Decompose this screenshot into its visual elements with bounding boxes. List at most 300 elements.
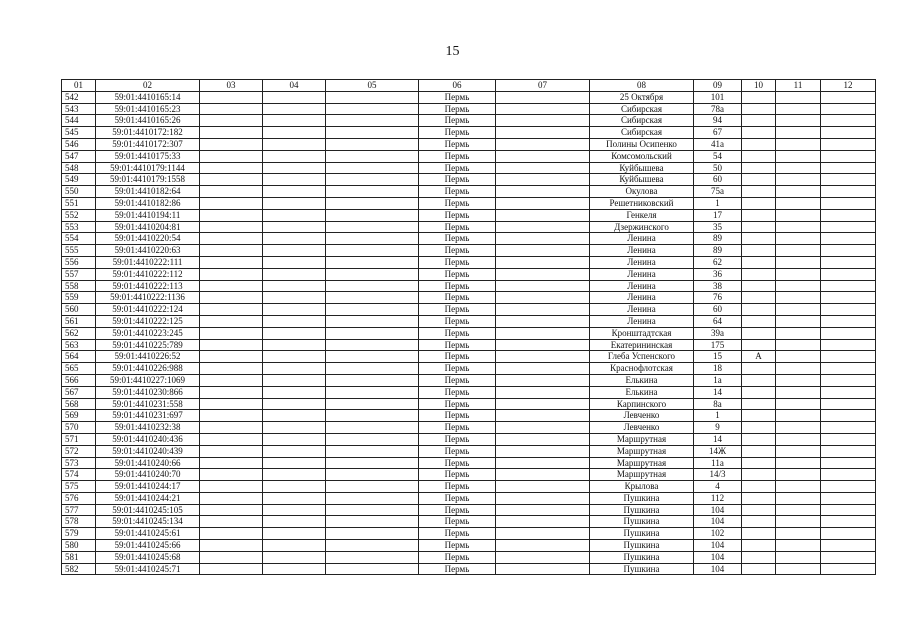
table-cell-col-03 — [200, 233, 263, 245]
table-cell-col-05 — [326, 433, 419, 445]
table-cell-col-12 — [821, 162, 876, 174]
table-cell-col-02: 59:01:4410175:33 — [96, 150, 200, 162]
column-header-04: 04 — [263, 80, 326, 92]
table-cell-col-02: 59:01:4410245:66 — [96, 540, 200, 552]
table-cell-col-07 — [496, 469, 590, 481]
table-cell-col-05 — [326, 551, 419, 563]
table-cell-col-04 — [263, 481, 326, 493]
table-cell-col-03 — [200, 115, 263, 127]
table-cell-col-04 — [263, 292, 326, 304]
table-cell-col-09: 104 — [694, 563, 742, 575]
table-cell-col-01: 571 — [62, 433, 96, 445]
table-cell-col-08: 25 Октября — [590, 91, 694, 103]
table-cell-col-05 — [326, 115, 419, 127]
table-cell-col-04 — [263, 563, 326, 575]
table-cell-col-01: 562 — [62, 327, 96, 339]
table-row — [62, 327, 876, 339]
table-cell-col-02: 59:01:4410245:71 — [96, 563, 200, 575]
table-cell-col-08: Екатерининская — [590, 339, 694, 351]
table-cell-col-11 — [776, 186, 821, 198]
table-cell-col-08: Пушкина — [590, 540, 694, 552]
table-cell-col-12 — [821, 339, 876, 351]
table-cell-col-07 — [496, 551, 590, 563]
table-cell-col-06: Пермь — [419, 115, 496, 127]
table-cell-col-08: Окулова — [590, 186, 694, 198]
table-cell-col-02: 59:01:4410244:21 — [96, 492, 200, 504]
table-cell-col-01: 551 — [62, 197, 96, 209]
table-cell-col-04 — [263, 410, 326, 422]
table-cell-col-05 — [326, 91, 419, 103]
table-cell-col-11 — [776, 103, 821, 115]
table-cell-col-05 — [326, 186, 419, 198]
table-cell-col-06: Пермь — [419, 138, 496, 150]
table-row — [62, 256, 876, 268]
table-row — [62, 221, 876, 233]
table-cell-col-11 — [776, 233, 821, 245]
table-cell-col-05 — [326, 150, 419, 162]
table-cell-col-08: Елькина — [590, 374, 694, 386]
table-cell-col-02: 59:01:4410179:1558 — [96, 174, 200, 186]
table-cell-col-09: 36 — [694, 268, 742, 280]
table-cell-col-05 — [326, 315, 419, 327]
table-cell-col-09: 14/3 — [694, 469, 742, 481]
table-cell-col-04 — [263, 315, 326, 327]
table-cell-col-10 — [742, 91, 776, 103]
table-cell-col-02: 59:01:4410245:105 — [96, 504, 200, 516]
table-cell-col-04 — [263, 150, 326, 162]
table-cell-col-07 — [496, 327, 590, 339]
table-cell-col-12 — [821, 150, 876, 162]
table-cell-col-05 — [326, 197, 419, 209]
table-cell-col-08: Маршрутная — [590, 445, 694, 457]
table-cell-col-04 — [263, 221, 326, 233]
table-row — [62, 186, 876, 198]
table-cell-col-09: 175 — [694, 339, 742, 351]
table-cell-col-07 — [496, 186, 590, 198]
table-cell-col-05 — [326, 138, 419, 150]
table-cell-col-02: 59:01:4410172:182 — [96, 127, 200, 139]
table-cell-col-09: 60 — [694, 304, 742, 316]
table-cell-col-02: 59:01:4410226:988 — [96, 363, 200, 375]
table-cell-col-04 — [263, 528, 326, 540]
table-row — [62, 540, 876, 552]
table-cell-col-12 — [821, 268, 876, 280]
table-cell-col-07 — [496, 315, 590, 327]
table-cell-col-08: Генкеля — [590, 209, 694, 221]
table-cell-col-09: 1 — [694, 197, 742, 209]
table-cell-col-04 — [263, 422, 326, 434]
table-cell-col-11 — [776, 374, 821, 386]
table-cell-col-10 — [742, 209, 776, 221]
table-cell-col-08: Маршрутная — [590, 433, 694, 445]
table-cell-col-12 — [821, 374, 876, 386]
table-row — [62, 504, 876, 516]
table-cell-col-09: 102 — [694, 528, 742, 540]
table-cell-col-07 — [496, 115, 590, 127]
table-cell-col-10 — [742, 504, 776, 516]
column-header-07: 07 — [496, 80, 590, 92]
table-cell-col-11 — [776, 422, 821, 434]
table-cell-col-12 — [821, 174, 876, 186]
table-row — [62, 91, 876, 103]
table-row — [62, 433, 876, 445]
table-cell-col-02: 59:01:4410226:52 — [96, 351, 200, 363]
table-cell-col-06: Пермь — [419, 492, 496, 504]
table-cell-col-11 — [776, 363, 821, 375]
table-cell-col-05 — [326, 481, 419, 493]
table-cell-col-11 — [776, 91, 821, 103]
table-cell-col-09: 11а — [694, 457, 742, 469]
table-row — [62, 174, 876, 186]
table-row — [62, 292, 876, 304]
table-cell-col-12 — [821, 315, 876, 327]
table-cell-col-06: Пермь — [419, 504, 496, 516]
table-cell-col-11 — [776, 315, 821, 327]
table-cell-col-05 — [326, 256, 419, 268]
table-cell-col-06: Пермь — [419, 327, 496, 339]
table-cell-col-01: 573 — [62, 457, 96, 469]
table-cell-col-07 — [496, 445, 590, 457]
table-cell-col-07 — [496, 481, 590, 493]
table-cell-col-07 — [496, 138, 590, 150]
table-cell-col-02: 59:01:4410222:1136 — [96, 292, 200, 304]
table-cell-col-11 — [776, 528, 821, 540]
table-cell-col-12 — [821, 386, 876, 398]
table-row — [62, 233, 876, 245]
table-row — [62, 398, 876, 410]
table-row — [62, 304, 876, 316]
table-cell-col-10 — [742, 469, 776, 481]
table-cell-col-06: Пермь — [419, 457, 496, 469]
table-cell-col-07 — [496, 245, 590, 257]
table-cell-col-11 — [776, 127, 821, 139]
table-cell-col-08: Ленина — [590, 315, 694, 327]
table-cell-col-07 — [496, 540, 590, 552]
table-cell-col-04 — [263, 398, 326, 410]
table-row — [62, 422, 876, 434]
table-cell-col-11 — [776, 540, 821, 552]
table-cell-col-02: 59:01:4410165:26 — [96, 115, 200, 127]
table-cell-col-07 — [496, 398, 590, 410]
table-cell-col-05 — [326, 410, 419, 422]
table-cell-col-10 — [742, 386, 776, 398]
table-cell-col-06: Пермь — [419, 398, 496, 410]
table-cell-col-09: 54 — [694, 150, 742, 162]
table-cell-col-02: 59:01:4410222:125 — [96, 315, 200, 327]
table-cell-col-01: 552 — [62, 209, 96, 221]
table-cell-col-04 — [263, 280, 326, 292]
table-cell-col-01: 581 — [62, 551, 96, 563]
table-cell-col-07 — [496, 433, 590, 445]
table-row — [62, 469, 876, 481]
table-cell-col-03 — [200, 327, 263, 339]
table-cell-col-11 — [776, 492, 821, 504]
table-cell-col-06: Пермь — [419, 374, 496, 386]
table-cell-col-04 — [263, 256, 326, 268]
table-cell-col-08: Ленина — [590, 256, 694, 268]
table-cell-col-07 — [496, 162, 590, 174]
table-cell-col-11 — [776, 481, 821, 493]
table-row — [62, 445, 876, 457]
table-cell-col-03 — [200, 280, 263, 292]
table-cell-col-08: Пушкина — [590, 504, 694, 516]
table-cell-col-01: 567 — [62, 386, 96, 398]
table-cell-col-08: Левченко — [590, 410, 694, 422]
table-cell-col-07 — [496, 127, 590, 139]
table-cell-col-12 — [821, 209, 876, 221]
table-cell-col-10 — [742, 327, 776, 339]
table-cell-col-02: 59:01:4410231:558 — [96, 398, 200, 410]
page-number: 15 — [445, 44, 460, 59]
table-cell-col-02: 59:01:4410245:134 — [96, 516, 200, 528]
table-row — [62, 268, 876, 280]
table-cell-col-01: 582 — [62, 563, 96, 575]
table-cell-col-01: 570 — [62, 422, 96, 434]
table-row — [62, 315, 876, 327]
table-cell-col-10 — [742, 374, 776, 386]
table-cell-col-05 — [326, 528, 419, 540]
table-cell-col-10 — [742, 339, 776, 351]
table-cell-col-02: 59:01:4410222:124 — [96, 304, 200, 316]
table-cell-col-03 — [200, 363, 263, 375]
table-cell-col-04 — [263, 433, 326, 445]
column-header-09: 09 — [694, 80, 742, 92]
table-cell-col-12 — [821, 540, 876, 552]
table-cell-col-11 — [776, 221, 821, 233]
table-cell-col-09: 14 — [694, 386, 742, 398]
table-cell-col-03 — [200, 504, 263, 516]
table-cell-col-07 — [496, 386, 590, 398]
table-row — [62, 162, 876, 174]
table-cell-col-06: Пермь — [419, 221, 496, 233]
table-cell-col-04 — [263, 492, 326, 504]
table-cell-col-06: Пермь — [419, 563, 496, 575]
table-cell-col-04 — [263, 351, 326, 363]
table-cell-col-09: 64 — [694, 315, 742, 327]
table-cell-col-09: 104 — [694, 551, 742, 563]
table-cell-col-08: Глеба Успенского — [590, 351, 694, 363]
table-cell-col-10 — [742, 516, 776, 528]
table-cell-col-03 — [200, 197, 263, 209]
table-row — [62, 150, 876, 162]
table-cell-col-03 — [200, 386, 263, 398]
table-cell-col-02: 59:01:4410223:245 — [96, 327, 200, 339]
table-cell-col-08: Пушкина — [590, 516, 694, 528]
table-cell-col-11 — [776, 563, 821, 575]
table-cell-col-11 — [776, 268, 821, 280]
table-cell-col-05 — [326, 504, 419, 516]
registry-table — [61, 79, 876, 575]
table-cell-col-03 — [200, 245, 263, 257]
table-row — [62, 280, 876, 292]
table-cell-col-06: Пермь — [419, 91, 496, 103]
table-cell-col-05 — [326, 374, 419, 386]
table-cell-col-03 — [200, 268, 263, 280]
table-cell-col-03 — [200, 374, 263, 386]
table-cell-col-01: 546 — [62, 138, 96, 150]
table-cell-col-04 — [263, 115, 326, 127]
table-cell-col-05 — [326, 292, 419, 304]
table-cell-col-11 — [776, 209, 821, 221]
table-cell-col-12 — [821, 256, 876, 268]
table-cell-col-09: 35 — [694, 221, 742, 233]
table-cell-col-03 — [200, 174, 263, 186]
table-cell-col-11 — [776, 162, 821, 174]
table-cell-col-10 — [742, 292, 776, 304]
table-cell-col-05 — [326, 339, 419, 351]
table-cell-col-05 — [326, 233, 419, 245]
table-cell-col-06: Пермь — [419, 233, 496, 245]
table-cell-col-10 — [742, 174, 776, 186]
table-cell-col-06: Пермь — [419, 540, 496, 552]
table-cell-col-03 — [200, 103, 263, 115]
table-cell-col-04 — [263, 551, 326, 563]
table-cell-col-02: 59:01:4410222:111 — [96, 256, 200, 268]
table-cell-col-02: 59:01:4410165:23 — [96, 103, 200, 115]
table-cell-col-03 — [200, 398, 263, 410]
header-row — [62, 80, 876, 92]
table-cell-col-10 — [742, 481, 776, 493]
table-cell-col-12 — [821, 127, 876, 139]
table-cell-col-11 — [776, 445, 821, 457]
table-cell-col-09: 60 — [694, 174, 742, 186]
table-row — [62, 339, 876, 351]
table-cell-col-05 — [326, 103, 419, 115]
table-cell-col-01: 564 — [62, 351, 96, 363]
table-cell-col-02: 59:01:4410227:1069 — [96, 374, 200, 386]
table-cell-col-08: Маршрутная — [590, 469, 694, 481]
table-cell-col-06: Пермь — [419, 469, 496, 481]
table-cell-col-11 — [776, 386, 821, 398]
table-cell-col-10 — [742, 221, 776, 233]
table-cell-col-11 — [776, 256, 821, 268]
table-cell-col-12 — [821, 469, 876, 481]
table-row — [62, 197, 876, 209]
table-cell-col-05 — [326, 209, 419, 221]
column-header-02: 02 — [96, 80, 200, 92]
table-cell-col-03 — [200, 433, 263, 445]
table-cell-col-02: 59:01:4410231:697 — [96, 410, 200, 422]
table-cell-col-09: 104 — [694, 504, 742, 516]
table-cell-col-07 — [496, 351, 590, 363]
table-cell-col-12 — [821, 327, 876, 339]
table-cell-col-08: Куйбышева — [590, 162, 694, 174]
table-cell-col-06: Пермь — [419, 304, 496, 316]
table-cell-col-12 — [821, 91, 876, 103]
table-cell-col-05 — [326, 540, 419, 552]
table-cell-col-12 — [821, 103, 876, 115]
table-cell-col-08: Крылова — [590, 481, 694, 493]
table-cell-col-03 — [200, 315, 263, 327]
table-cell-col-08: Маршрутная — [590, 457, 694, 469]
table-cell-col-07 — [496, 374, 590, 386]
table-cell-col-03 — [200, 138, 263, 150]
table-cell-col-10 — [742, 398, 776, 410]
table-cell-col-07 — [496, 528, 590, 540]
table-cell-col-10 — [742, 540, 776, 552]
table-cell-col-05 — [326, 174, 419, 186]
table-cell-col-04 — [263, 504, 326, 516]
table-row — [62, 245, 876, 257]
table-cell-col-07 — [496, 103, 590, 115]
table-cell-col-09: 112 — [694, 492, 742, 504]
table-cell-col-09: 4 — [694, 481, 742, 493]
table-cell-col-04 — [263, 516, 326, 528]
table-cell-col-06: Пермь — [419, 433, 496, 445]
table-cell-col-01: 559 — [62, 292, 96, 304]
table-cell-col-04 — [263, 174, 326, 186]
table-cell-col-07 — [496, 209, 590, 221]
table-cell-col-06: Пермь — [419, 410, 496, 422]
table-cell-col-10 — [742, 127, 776, 139]
table-cell-col-06: Пермь — [419, 150, 496, 162]
table-cell-col-11 — [776, 351, 821, 363]
table-cell-col-06: Пермь — [419, 516, 496, 528]
table-cell-col-06: Пермь — [419, 528, 496, 540]
table-cell-col-11 — [776, 245, 821, 257]
table-cell-col-03 — [200, 256, 263, 268]
table-cell-col-09: 104 — [694, 516, 742, 528]
column-header-10: 10 — [742, 80, 776, 92]
table-cell-col-08: Ленина — [590, 292, 694, 304]
table-cell-col-03 — [200, 186, 263, 198]
table-cell-col-08: Решетниковский — [590, 197, 694, 209]
column-header-12: 12 — [821, 80, 876, 92]
table-cell-col-05 — [326, 386, 419, 398]
table-cell-col-10: А — [742, 351, 776, 363]
table-row — [62, 351, 876, 363]
table-cell-col-10 — [742, 551, 776, 563]
table-cell-col-10 — [742, 150, 776, 162]
table-cell-col-12 — [821, 422, 876, 434]
table-cell-col-07 — [496, 457, 590, 469]
table-cell-col-09: 78а — [694, 103, 742, 115]
table-cell-col-04 — [263, 162, 326, 174]
table-cell-col-02: 59:01:4410204:81 — [96, 221, 200, 233]
table-cell-col-11 — [776, 174, 821, 186]
table-cell-col-05 — [326, 127, 419, 139]
table-cell-col-02: 59:01:4410232:38 — [96, 422, 200, 434]
table-cell-col-05 — [326, 363, 419, 375]
table-cell-col-02: 59:01:4410182:64 — [96, 186, 200, 198]
table-cell-col-12 — [821, 445, 876, 457]
table-cell-col-04 — [263, 339, 326, 351]
table-cell-col-03 — [200, 209, 263, 221]
table-cell-col-04 — [263, 457, 326, 469]
table-cell-col-09: 17 — [694, 209, 742, 221]
table-cell-col-01: 569 — [62, 410, 96, 422]
table-cell-col-01: 542 — [62, 91, 96, 103]
table-cell-col-09: 75а — [694, 186, 742, 198]
table-cell-col-10 — [742, 304, 776, 316]
table-cell-col-10 — [742, 280, 776, 292]
column-header-03: 03 — [200, 80, 263, 92]
table-cell-col-04 — [263, 268, 326, 280]
table-cell-col-02: 59:01:4410182:86 — [96, 197, 200, 209]
table-cell-col-07 — [496, 233, 590, 245]
table-cell-col-06: Пермь — [419, 445, 496, 457]
table-cell-col-01: 578 — [62, 516, 96, 528]
table-row — [62, 374, 876, 386]
table-cell-col-11 — [776, 398, 821, 410]
table-row — [62, 386, 876, 398]
table-cell-col-06: Пермь — [419, 386, 496, 398]
table-cell-col-02: 59:01:4410225:789 — [96, 339, 200, 351]
table-cell-col-03 — [200, 469, 263, 481]
table-cell-col-07 — [496, 174, 590, 186]
table-cell-col-01: 553 — [62, 221, 96, 233]
table-cell-col-05 — [326, 304, 419, 316]
